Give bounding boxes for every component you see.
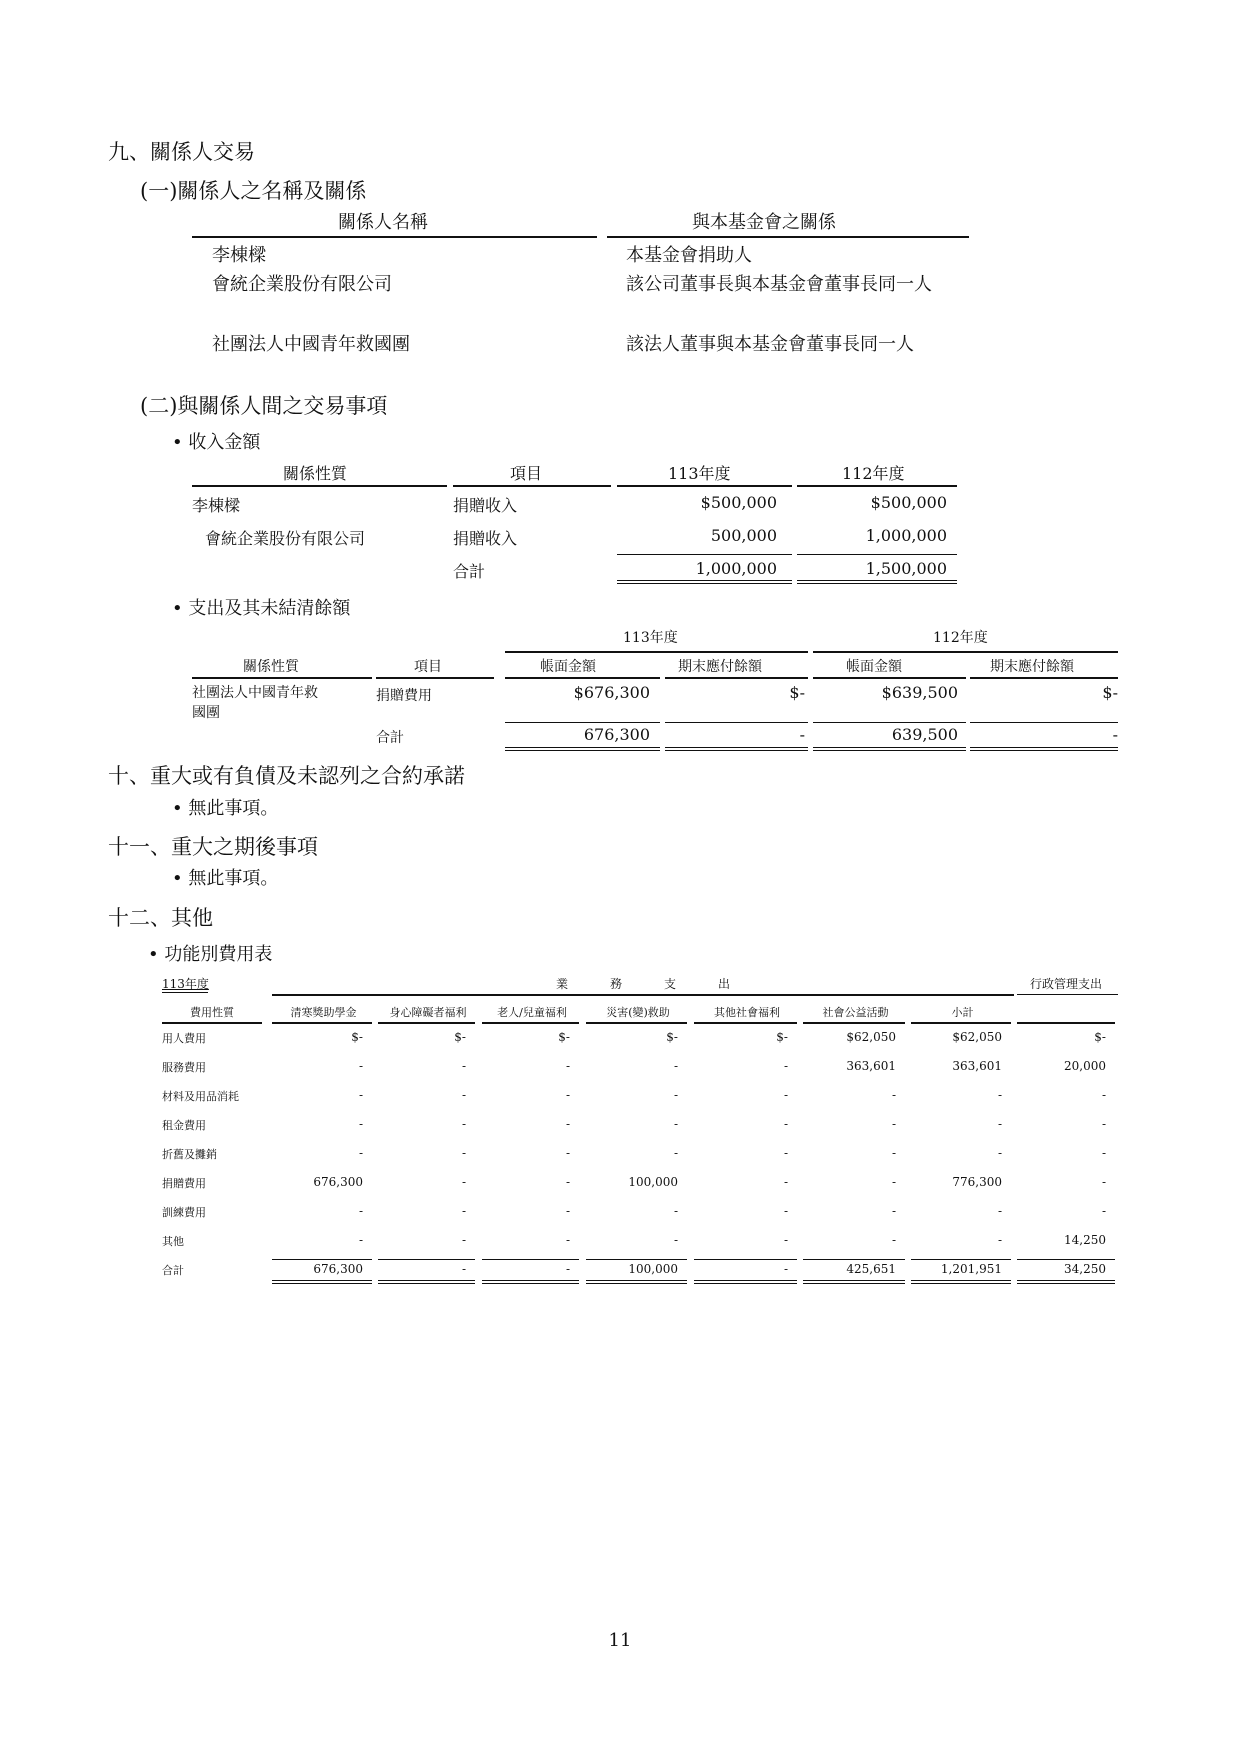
func-total-rule-8	[1017, 1259, 1115, 1260]
func-cell: -	[997, 1088, 1002, 1102]
func-row-label: 捐贈費用	[162, 1177, 206, 1190]
func-cell: -	[783, 1088, 788, 1102]
expense-total-rule-5	[813, 722, 966, 723]
income-total-label: 合計	[453, 562, 486, 581]
expense-row-v4: $-	[1102, 683, 1118, 702]
func-cell: -	[461, 1088, 466, 1102]
income-row-2-item: 捐贈收入	[453, 529, 518, 548]
func-cell: -	[673, 1233, 678, 1247]
func-cell: -	[1101, 1088, 1106, 1102]
rel-row-1-relation: 本基金會捐助人	[626, 245, 752, 266]
func-cell: $-	[1094, 1030, 1106, 1044]
income-total-rule-4	[797, 554, 957, 555]
func-year: 113年度	[162, 977, 209, 991]
expense-double-rule-4	[665, 747, 808, 751]
func-header-rule-7	[911, 1022, 1011, 1024]
func-cell: -	[997, 1233, 1002, 1247]
section-10-title: 十、重大或有負債及未認列之合約承諾	[108, 764, 465, 788]
func-row-label: 服務費用	[162, 1061, 206, 1074]
func-total-double-rule-5	[694, 1280, 797, 1284]
func-group-char-2: 務	[610, 977, 623, 991]
func-header-rule-1	[272, 1022, 372, 1024]
rel-header-rule-right	[607, 236, 969, 238]
section-11-item: • 無此事項。	[172, 868, 279, 889]
expense-total-v2: -	[799, 725, 805, 744]
func-cell: $62,050	[952, 1030, 1002, 1044]
func-cell: -	[461, 1117, 466, 1131]
func-total-rule-7	[911, 1259, 1011, 1260]
func-total-rule-6	[803, 1259, 905, 1260]
func-cell: -	[461, 1146, 466, 1160]
func-cell: $-	[351, 1030, 363, 1044]
rel-row-3-relation: 該法人董事與本基金會董事長同一人	[626, 334, 914, 355]
func-cell: -	[358, 1059, 363, 1073]
func-cell: -	[997, 1117, 1002, 1131]
func-cell: -	[997, 1204, 1002, 1218]
expense-row-item: 捐贈費用	[376, 688, 432, 704]
func-total-cell: 676,300	[313, 1262, 363, 1276]
income-rule-2	[453, 485, 611, 487]
func-cell: -	[1101, 1146, 1106, 1160]
func-cell: 776,300	[952, 1175, 1002, 1189]
income-rule-4	[797, 485, 957, 487]
section-10-item: • 無此事項。	[172, 798, 279, 819]
expense-rule-1	[192, 677, 372, 679]
func-header-col-7: 小計	[951, 1006, 974, 1019]
func-cell: -	[783, 1146, 788, 1160]
expense-row-party-line1: 社團法人中國青年救	[192, 685, 318, 701]
func-cell: -	[461, 1175, 466, 1189]
func-total-double-rule-3	[482, 1280, 579, 1284]
rel-header-rule-left	[192, 236, 597, 238]
func-cell: -	[673, 1204, 678, 1218]
func-cell: 676,300	[313, 1175, 363, 1189]
func-total-rule-4	[586, 1259, 687, 1260]
expense-rule-2	[376, 677, 494, 679]
income-total-y112: 1,500,000	[865, 559, 947, 578]
func-cell: -	[461, 1204, 466, 1218]
income-row-1-party: 李棟樑	[192, 496, 241, 515]
func-cell: 100,000	[628, 1175, 678, 1189]
func-cell: -	[358, 1233, 363, 1247]
func-cell: -	[1101, 1117, 1106, 1131]
rel-row-3-name: 社團法人中國青年救國團	[212, 334, 410, 355]
income-header-y112: 112年度	[842, 464, 905, 483]
page-number: 11	[608, 1630, 632, 1651]
func-header-col-3: 老人/兒童福利	[497, 1006, 567, 1019]
expense-double-rule-5	[813, 747, 966, 751]
func-cell: $-	[558, 1030, 570, 1044]
func-group-char-1: 業	[556, 977, 569, 991]
func-cell: -	[565, 1088, 570, 1102]
func-header-col-2: 身心障礙者福利	[389, 1006, 467, 1019]
func-cell: -	[565, 1059, 570, 1073]
func-cell: 20,000	[1064, 1059, 1106, 1073]
func-cell: -	[673, 1117, 678, 1131]
expense-double-rule-3	[505, 747, 660, 751]
func-total-double-rule-2	[378, 1280, 475, 1284]
func-total-cell: 425,651	[846, 1262, 896, 1276]
subsection-1-title: (一)關係人之名稱及關係	[140, 179, 367, 203]
func-cell: -	[565, 1146, 570, 1160]
func-cell: -	[997, 1146, 1002, 1160]
rel-header-relation: 與本基金會之關係	[692, 212, 836, 233]
func-cell: -	[673, 1088, 678, 1102]
func-cell: -	[891, 1117, 896, 1131]
func-cell: -	[891, 1088, 896, 1102]
func-total-cell: 100,000	[628, 1262, 678, 1276]
func-row-label: 材料及用品消耗	[162, 1090, 239, 1103]
func-cell: $-	[454, 1030, 466, 1044]
income-row-2-y113: 500,000	[710, 526, 777, 545]
func-total-cell: -	[565, 1262, 570, 1276]
expense-year-rule-112	[813, 651, 1118, 653]
expense-total-rule-6	[970, 722, 1118, 723]
func-group-char-4: 出	[718, 977, 731, 991]
income-row-2-y112: 1,000,000	[865, 526, 947, 545]
expense-header-payable-112: 期末應付餘額	[990, 659, 1074, 675]
expense-rule-6	[970, 677, 1118, 679]
expense-rule-3	[505, 677, 660, 679]
func-total-rule-1	[272, 1259, 372, 1260]
expense-total-v1: 676,300	[583, 725, 650, 744]
func-cell: $-	[776, 1030, 788, 1044]
expense-total-v3: 639,500	[891, 725, 958, 744]
expense-header-item: 項目	[414, 659, 442, 675]
expense-year-rule-113	[505, 651, 808, 653]
expense-double-rule-6	[970, 747, 1118, 751]
func-cell: -	[358, 1088, 363, 1102]
func-total-label: 合計	[162, 1264, 184, 1277]
func-row-label: 折舊及攤銷	[162, 1148, 217, 1161]
expense-total-v4: -	[1112, 725, 1118, 744]
func-cell: -	[461, 1233, 466, 1247]
func-cell: -	[783, 1117, 788, 1131]
expense-row-v3: $639,500	[881, 683, 958, 702]
income-total-rule-3	[617, 554, 792, 555]
func-cell: -	[891, 1146, 896, 1160]
func-row-label: 用人費用	[162, 1032, 206, 1045]
expense-bullet: • 支出及其未結清餘額	[172, 598, 351, 619]
func-header-col-1: 清寒獎助學金	[290, 1006, 357, 1019]
expense-header-payable-113: 期末應付餘額	[678, 659, 762, 675]
func-cell: -	[673, 1059, 678, 1073]
func-header-rule-4	[586, 1022, 687, 1024]
expense-header-party: 關係性質	[243, 659, 299, 675]
expense-header-book-113: 帳面金額	[540, 659, 596, 675]
func-header-nature: 費用性質	[190, 1006, 234, 1019]
expense-year-113: 113年度	[623, 630, 678, 646]
income-total-y113: 1,000,000	[695, 559, 777, 578]
func-header-rule-0	[162, 1022, 262, 1024]
section-11-title: 十一、重大之期後事項	[108, 835, 318, 859]
income-rule-1	[192, 485, 447, 487]
func-header-col-4: 災害(變)救助	[606, 1006, 670, 1019]
func-cell: -	[358, 1146, 363, 1160]
func-cell: -	[783, 1059, 788, 1073]
expense-total-rule-3	[505, 722, 660, 723]
expense-rule-4	[665, 677, 808, 679]
income-row-1-y112: $500,000	[870, 493, 947, 512]
func-total-cell: 1,201,951	[940, 1262, 1002, 1276]
rel-row-2-name: 會統企業股份有限公司	[212, 274, 392, 295]
func-cell: -	[565, 1117, 570, 1131]
func-row-label: 訓練費用	[162, 1206, 206, 1219]
func-total-cell: 34,250	[1064, 1262, 1106, 1276]
func-header-rule-3	[482, 1022, 579, 1024]
func-header-rule-2	[378, 1022, 475, 1024]
func-cell: -	[1101, 1175, 1106, 1189]
expense-year-112: 112年度	[933, 630, 988, 646]
func-total-double-rule-7	[911, 1280, 1011, 1284]
func-cell: -	[565, 1175, 570, 1189]
income-row-1-item: 捐贈收入	[453, 496, 518, 515]
func-total-rule-3	[482, 1259, 579, 1260]
section-12-bullet: • 功能別費用表	[148, 944, 273, 965]
func-cell: -	[565, 1204, 570, 1218]
func-header-rule-8	[1017, 1022, 1115, 1024]
rel-header-name: 關係人名稱	[338, 212, 428, 233]
income-row-2-party: 會統企業股份有限公司	[205, 529, 366, 548]
expense-total-rule-4	[665, 722, 808, 723]
expense-row-party-line2: 國團	[192, 705, 220, 721]
expense-header-book-112: 帳面金額	[846, 659, 902, 675]
func-cell: -	[358, 1117, 363, 1131]
func-cell: -	[891, 1233, 896, 1247]
expense-rule-5	[813, 677, 966, 679]
subsection-2-title: (二)與關係人間之交易事項	[140, 394, 388, 418]
func-admin-rule	[1017, 994, 1118, 995]
func-cell: -	[891, 1175, 896, 1189]
func-row-label: 租金費用	[162, 1119, 206, 1132]
income-row-1-y113: $500,000	[700, 493, 777, 512]
income-double-rule-3	[617, 580, 792, 584]
income-double-rule-4	[797, 580, 957, 584]
func-total-double-rule-8	[1017, 1280, 1115, 1284]
func-header-rule-5	[694, 1022, 797, 1024]
func-group-rule	[272, 994, 1014, 996]
func-cell: -	[358, 1204, 363, 1218]
func-cell: -	[891, 1204, 896, 1218]
func-cell: 363,601	[846, 1059, 896, 1073]
expense-total-label: 合計	[376, 730, 404, 746]
rel-row-1-name: 李棟樑	[212, 245, 266, 266]
func-cell: -	[673, 1146, 678, 1160]
func-total-cell: -	[783, 1262, 788, 1276]
func-cell: -	[1101, 1204, 1106, 1218]
func-cell: $62,050	[846, 1030, 896, 1044]
func-cell: -	[783, 1204, 788, 1218]
func-admin-header: 行政管理支出	[1030, 977, 1103, 991]
func-cell: -	[783, 1233, 788, 1247]
func-cell: 14,250	[1064, 1233, 1106, 1247]
func-row-label: 其他	[162, 1235, 184, 1248]
func-group-char-3: 支	[664, 977, 677, 991]
func-cell: 363,601	[952, 1059, 1002, 1073]
func-total-double-rule-4	[586, 1280, 687, 1284]
func-total-rule-2	[378, 1259, 475, 1260]
func-total-rule-5	[694, 1259, 797, 1260]
section-12-title: 十二、其他	[108, 906, 213, 930]
func-total-double-rule-1	[272, 1280, 372, 1284]
expense-row-v1: $676,300	[573, 683, 650, 702]
rel-row-2-relation: 該公司董事長與本基金會董事長同一人	[626, 274, 932, 295]
func-cell: -	[565, 1233, 570, 1247]
func-total-cell: -	[461, 1262, 466, 1276]
func-cell: -	[461, 1059, 466, 1073]
func-cell: -	[783, 1175, 788, 1189]
func-header-col-5: 其他社會福利	[714, 1006, 780, 1019]
income-rule-3	[617, 485, 792, 487]
func-header-col-6: 社會公益活動	[822, 1006, 889, 1019]
section-9-title: 九、關係人交易	[108, 140, 255, 164]
expense-row-v2: $-	[789, 683, 805, 702]
func-cell: $-	[666, 1030, 678, 1044]
func-year-underline	[162, 992, 208, 993]
income-header-y113: 113年度	[668, 464, 731, 483]
func-header-rule-6	[803, 1022, 905, 1024]
income-header-item: 項目	[510, 464, 543, 483]
func-total-double-rule-6	[803, 1280, 905, 1284]
income-header-party: 關係性質	[283, 464, 348, 483]
income-bullet: • 收入金額	[172, 432, 261, 453]
